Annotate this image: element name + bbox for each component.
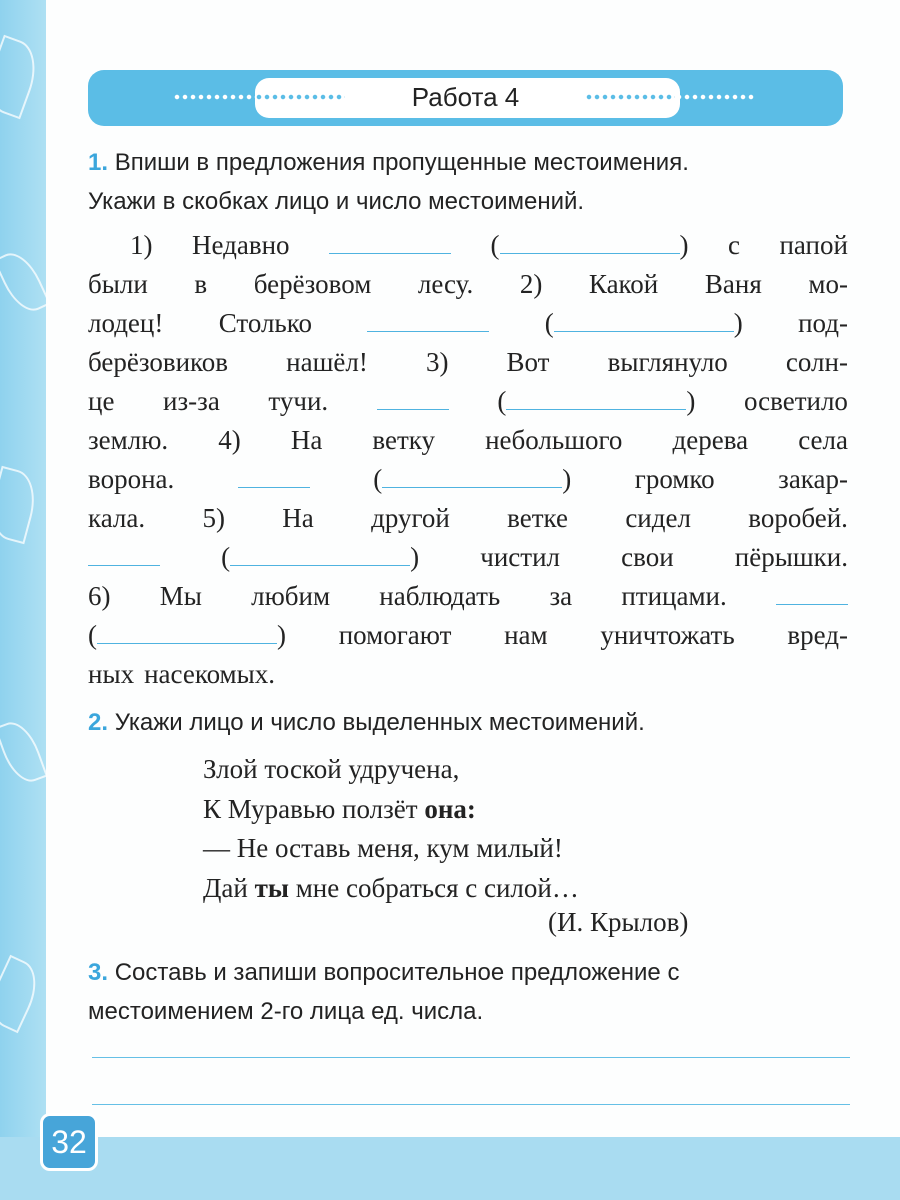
word: це — [88, 386, 115, 416]
person-number-blank[interactable] — [554, 307, 734, 332]
highlighted-pronoun: ты — [254, 872, 289, 903]
word: любим — [251, 581, 331, 611]
pronoun-blank[interactable] — [367, 307, 489, 332]
word: тучи. — [268, 386, 329, 416]
person-number-blank[interactable] — [230, 541, 410, 566]
leaf-decoration-icon — [0, 246, 51, 318]
pronoun-blank[interactable] — [329, 229, 451, 254]
task-number: 3. — [88, 959, 109, 986]
word: 6) — [88, 581, 111, 611]
word: Мы — [159, 581, 202, 611]
word: птицами. — [621, 581, 727, 611]
word: Недавно — [191, 230, 290, 260]
poem-line: Злой тоской удручена, — [203, 754, 460, 784]
exercise-line — [88, 655, 848, 694]
open-paren: ( — [88, 620, 97, 650]
poem-text: мне собраться с силой… — [288, 872, 579, 903]
exercise-line — [88, 304, 848, 343]
open-paren: ( — [544, 308, 554, 338]
word: ветку — [372, 425, 436, 455]
open-paren: ( — [490, 230, 500, 260]
person-number-parenthesis — [545, 304, 743, 343]
instruction-text: Укажи в скобках лицо и число местоимений. — [88, 188, 585, 215]
word: осветило — [743, 386, 848, 416]
word: дерева — [672, 425, 749, 455]
word: кала. — [88, 503, 146, 533]
word: солн- — [785, 347, 848, 377]
word: под- — [798, 308, 848, 338]
word: помогают — [338, 620, 452, 650]
poem — [203, 750, 579, 908]
word: небольшого — [485, 425, 623, 455]
word: Какой — [588, 269, 659, 299]
close-paren: ) — [410, 542, 420, 572]
word: пёрышки. — [734, 542, 848, 572]
exercise-line — [88, 499, 848, 538]
word: ветке — [507, 503, 568, 533]
person-number-parenthesis — [221, 538, 419, 577]
answer-line[interactable] — [92, 1104, 850, 1105]
task-1-instruction — [88, 143, 848, 221]
poem-line — [203, 869, 579, 909]
answer-line[interactable] — [92, 1057, 850, 1058]
close-paren: ) — [679, 230, 689, 260]
open-paren: ( — [221, 542, 231, 572]
bottom-decorative-band — [0, 1137, 900, 1200]
pronoun-blank[interactable] — [776, 580, 848, 605]
exercise-line — [88, 616, 848, 655]
open-paren: ( — [497, 386, 507, 416]
exercise-line — [88, 382, 848, 421]
word: закар- — [778, 464, 848, 494]
person-number-parenthesis — [373, 460, 571, 499]
exercise-line — [88, 460, 848, 499]
page-title: Работа 4 — [411, 82, 520, 112]
pronoun-blank[interactable] — [377, 385, 449, 410]
word: за — [549, 581, 573, 611]
word: 1) — [130, 230, 153, 260]
word: лесу. — [417, 269, 474, 299]
instruction-text: Укажи лицо и число выделенных местоимений. — [114, 709, 645, 736]
open-paren: ( — [373, 464, 383, 494]
person-number-blank[interactable] — [382, 463, 562, 488]
word: Вот — [506, 347, 550, 377]
word: На — [282, 503, 314, 533]
task-1-exercise-text — [88, 226, 848, 694]
close-paren: ) — [562, 464, 572, 494]
instruction-text: Составь и запиши вопросительное предложение с — [114, 959, 680, 986]
word: 3) — [425, 347, 449, 377]
word: свои — [621, 542, 674, 572]
word: ворона. — [88, 464, 175, 494]
word: выглянуло — [607, 347, 728, 377]
word: воробей. — [748, 503, 848, 533]
word: нам — [504, 620, 548, 650]
leaf-decoration-icon — [0, 955, 46, 1034]
task-3-instruction — [88, 953, 848, 1031]
exercise-line — [88, 421, 848, 460]
word: 2) — [519, 269, 543, 299]
word: землю. — [88, 425, 169, 455]
pronoun-blank[interactable] — [88, 541, 160, 566]
leaf-decoration-icon — [0, 466, 42, 544]
exercise-line — [88, 343, 848, 382]
task-2-instruction — [88, 703, 848, 742]
word: в — [194, 269, 208, 299]
instruction-text: Впиши в предложения пропущенные местоимения. — [114, 149, 689, 176]
word: Столько — [218, 308, 312, 338]
word: наблюдать — [379, 581, 501, 611]
word: насекомых. — [144, 659, 276, 689]
task-number: 2. — [88, 709, 109, 736]
word: чистил — [480, 542, 561, 572]
person-number-blank[interactable] — [500, 229, 680, 254]
word: нашёл! — [286, 347, 368, 377]
pronoun-blank[interactable] — [238, 463, 310, 488]
person-number-blank[interactable] — [97, 619, 277, 644]
word: уничтожать — [600, 620, 735, 650]
word: мо- — [808, 269, 848, 299]
word: Ваня — [704, 269, 762, 299]
word: были — [88, 269, 148, 299]
work-header-banner — [88, 70, 843, 126]
person-number-parenthesis — [88, 616, 286, 655]
poem-text: Дай — [203, 872, 255, 903]
highlighted-pronoun: она: — [424, 793, 476, 824]
word: ных — [88, 659, 135, 689]
word: берёзовом — [253, 269, 372, 299]
exercise-line — [88, 577, 848, 616]
word: громко — [634, 464, 715, 494]
poem-line: — Не оставь меня, кум милый! — [203, 833, 563, 863]
word: На — [290, 425, 323, 455]
word: с — [727, 230, 740, 260]
poem-text: К Муравью ползёт — [203, 793, 425, 824]
poem-author: (И. Крылов) — [548, 907, 689, 937]
exercise-line — [88, 265, 848, 304]
word: берёзовиков — [88, 347, 229, 377]
leaf-decoration-icon — [0, 35, 45, 120]
close-paren: ) — [277, 620, 286, 650]
page-number: 32 — [40, 1113, 98, 1171]
word: вред- — [787, 620, 848, 650]
instruction-text: местоимением 2-го лица ед. числа. — [88, 998, 484, 1025]
poem-line — [203, 790, 579, 830]
leaf-decoration-icon — [0, 716, 48, 788]
word: села — [798, 425, 848, 455]
word: другой — [371, 503, 450, 533]
close-paren: ) — [686, 386, 696, 416]
person-number-parenthesis — [497, 382, 695, 421]
task-number: 1. — [88, 149, 109, 176]
left-decorative-strip — [0, 0, 46, 1200]
word: папой — [779, 230, 848, 260]
exercise-line — [88, 226, 848, 265]
exercise-line — [88, 538, 848, 577]
person-number-parenthesis — [491, 226, 689, 265]
word: лодец! — [88, 308, 164, 338]
word: из-за — [163, 386, 220, 416]
word: 5) — [202, 503, 225, 533]
word: 4) — [218, 425, 241, 455]
word: сидел — [625, 503, 691, 533]
close-paren: ) — [733, 308, 743, 338]
person-number-blank[interactable] — [506, 385, 686, 410]
